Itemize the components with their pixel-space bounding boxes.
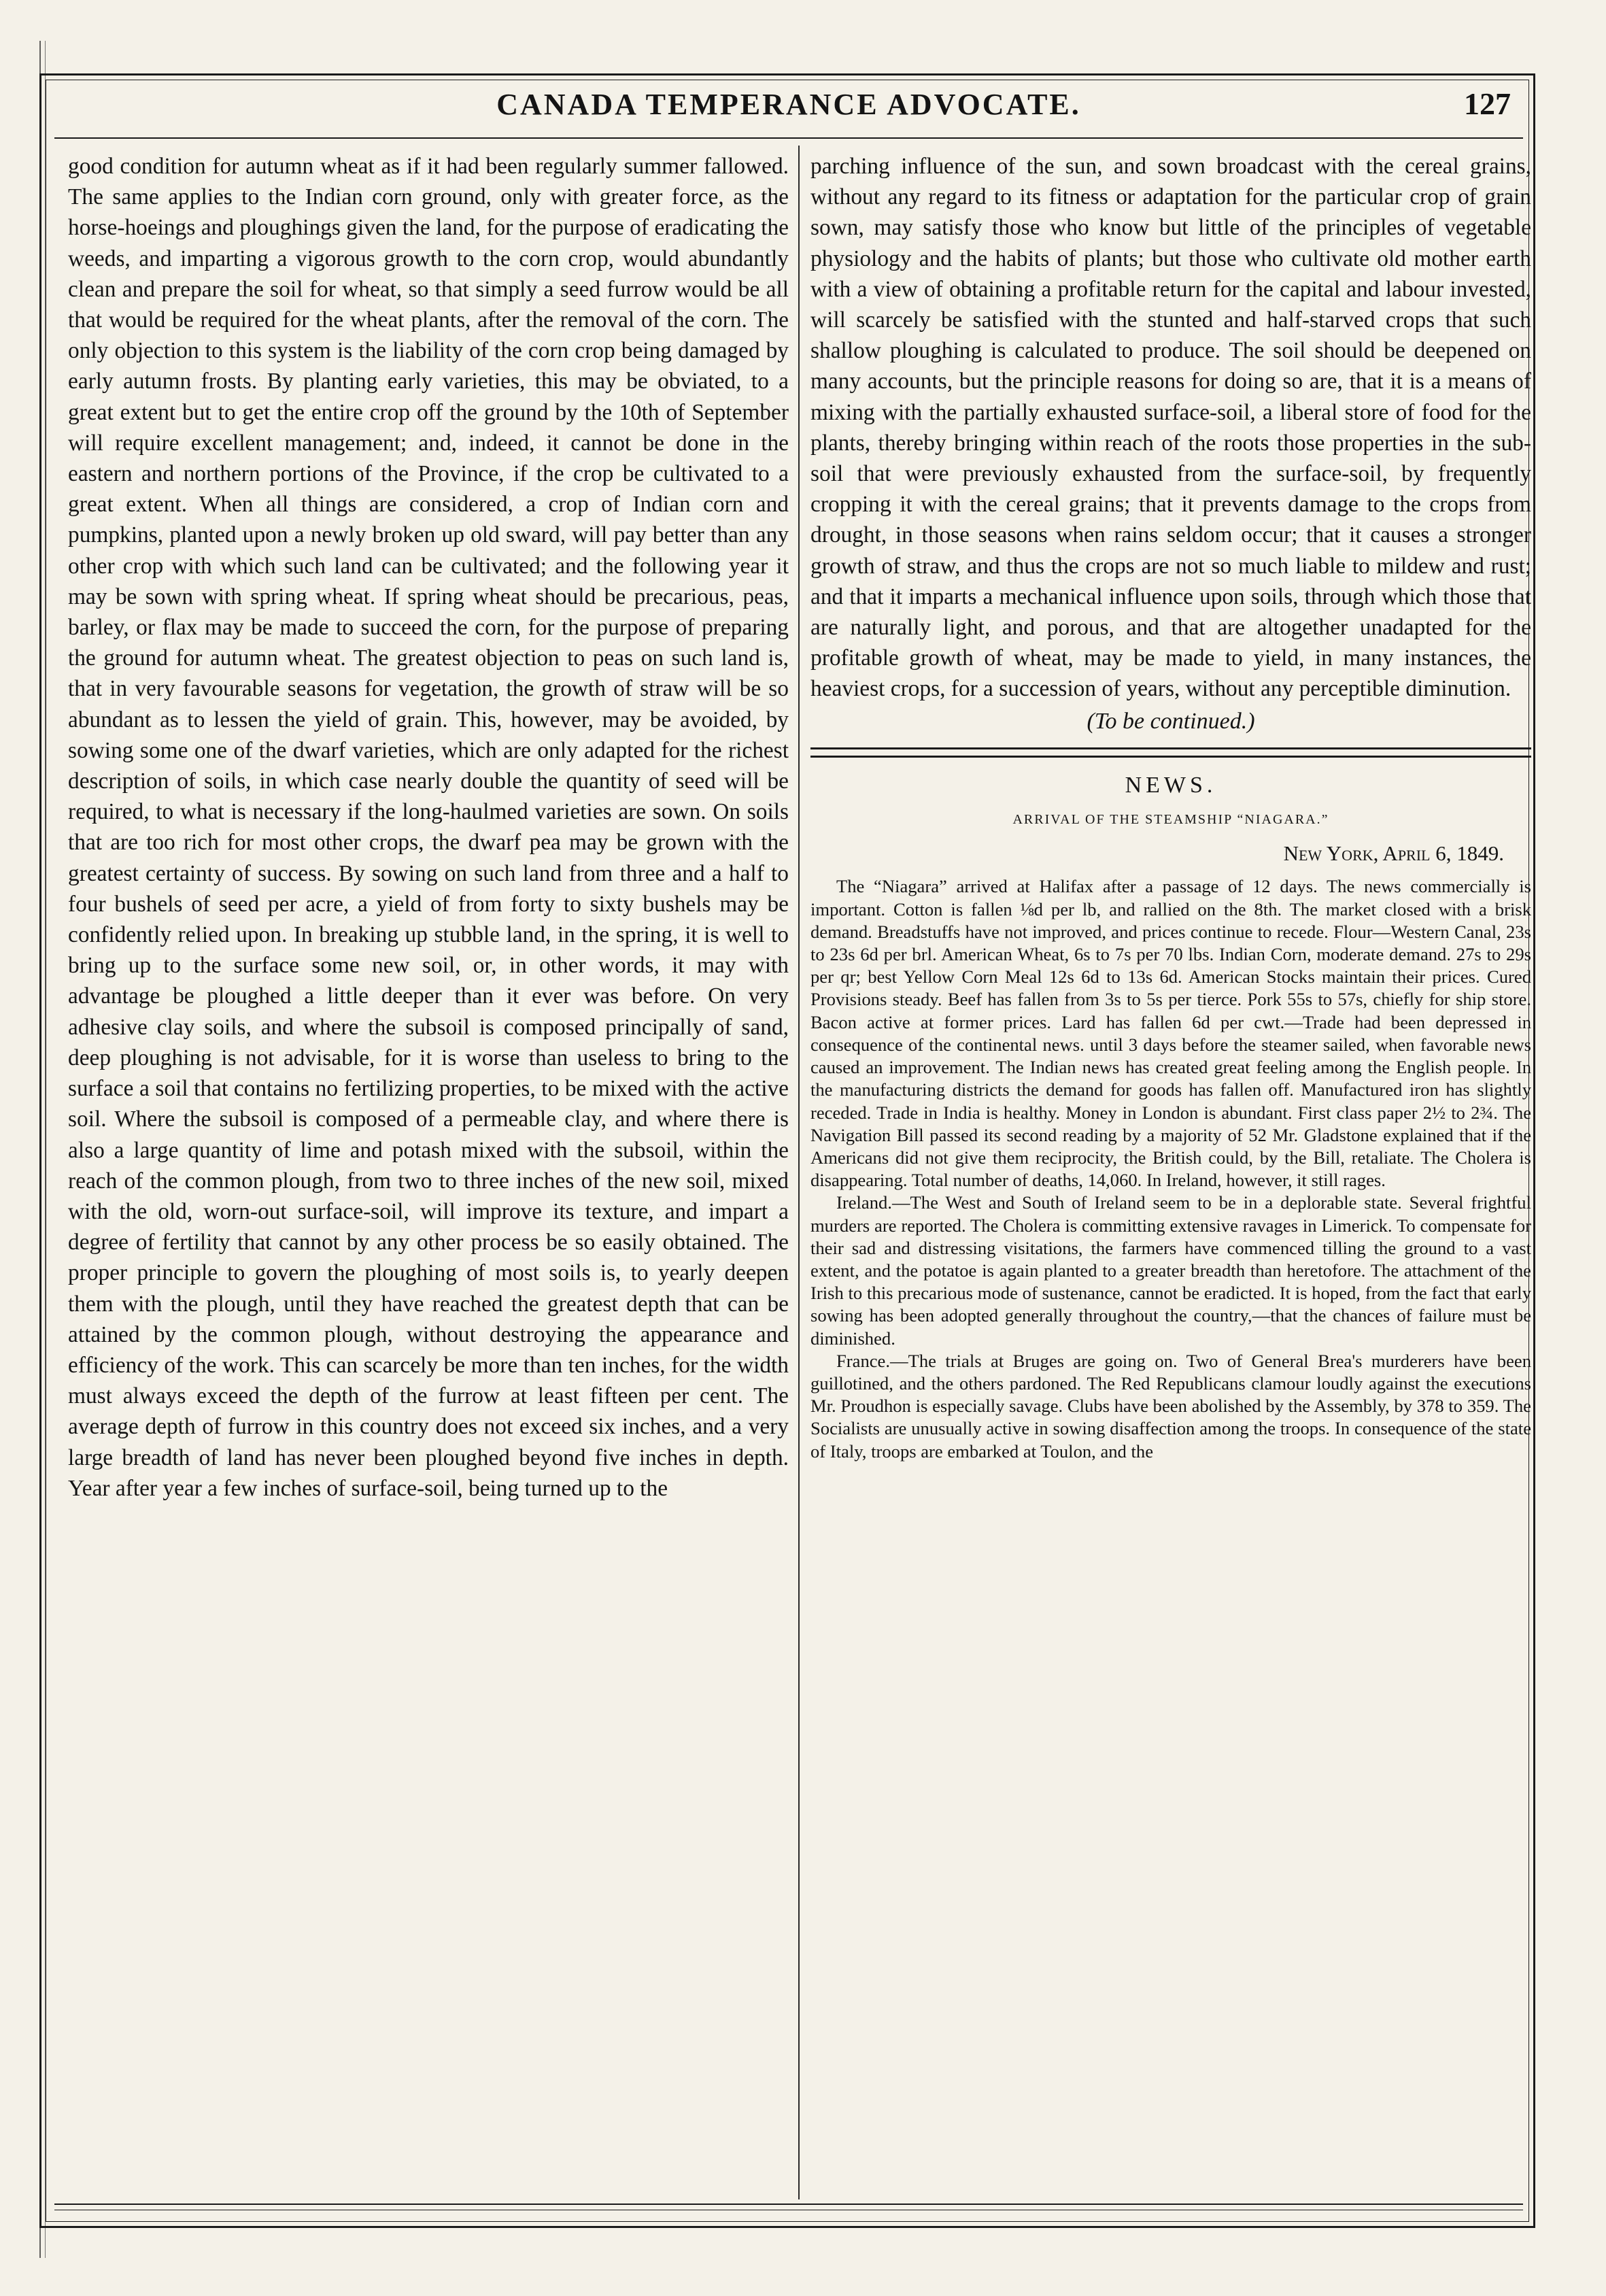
news-paragraph-france: France.—The trials at Bruges are going on. Two of General Brea's murderers have been guillotined, and the others pardoned. The Red Republicans clamour loudly against the executions Mr. Proudhon is especially savage. Clubs have been abolished by the Assembly, by 378 to 359. The Socialists are unusually active in sowing disaffection among the troops. In consequence of the state of Italy, troops are embarked at Toulon, and the [810, 1350, 1531, 1462]
news-body [810, 875, 1531, 1462]
right-column [810, 151, 1531, 1463]
article-continuation: parching influence of the sun, and sown broadcast with the cereal grains, without any regard to its fitness or adaptation for the particular crop of grain sown, may satisfy those who know but little of the principles of vegetable physiology and the habits of plants; but those who cultivate old mother earth with a view of obtaining a profitable return for the capital and labour invested, will scarcely be satisfied with the stunted and half-starved crops that such shallow ploughing is calculated to produce. The soil should be deepened on many accounts, but the principle reasons for doing so are, that it is a means of mixing with the partially exhausted surface-soil, a liberal store of food for the plants, thereby bringing within reach of the roots those properties in the sub-soil that were previously exhausted from the surface-soil, by frequently cropping it with the cereal grains; that it prevents damage to the crops from drought, in those seasons when rains seldom occur; that it causes a stronger growth of straw, and thus the crops are not so much liable to mildew and rust; and that it imparts a mechanical influence upon soils, through which those that are naturally light, and porous, and that are altogether unadapted for the profitable growth of wheat, may be made to yield, in many instances, the heaviest crops, for a succession of years, without any perceptible diminution. [810, 154, 1531, 702]
to-be-continued-note: (To be continued.) [1087, 708, 1255, 734]
news-paragraph: The “Niagara” arrived at Halifax after a passage of 12 days. The news commercially is important. Cotton is fallen ⅛d per lb, and rallied on the 8th. The market closed with a brisk demand. Breadstuffs have not improved, and prices continue to recede. Flour—Western Canal, 23s to 23s 6d per brl. American Wheat, 6s to 7s per 70 lbs. Indian Corn, moderate demand. 27s to 29s per qr; best Yellow Corn Meal 12s 6d to 13s 6d. American Stocks maintain their prices. Cured Provisions steady. Beef has fallen from 3s to 5s per tierce. Pork 55s to 57s, chiefly for ship store. Bacon active at former prices. Lard has fallen 6d per cwt.—Trade had been depressed in consequence of the continental news. until 3 days before the steamer sailed, when favorable news caused an improvement. The Indian news has created great feeling among the English people. In the manufacturing districts the demand for goods has fallen off. Manufactured iron has slightly receded. Trade in India is healthy. Money in London is abundant. First class paper 2½ to 2¾. The Navigation Bill passed its second reading by a majority of 52 Mr. Gladstone explained that if the Americans did not give them reciprocity, the British could, by the Bill, retaliate. The Cholera is disappearing. Total number of deaths, 14,060. In Ireland, however, it still rages. [810, 876, 1531, 1191]
news-subheading: ARRIVAL OF THE STEAMSHIP “NIAGARA.” [1012, 812, 1329, 828]
news-paragraph-ireland: Ireland.—The West and South of Ireland seem to be in a deplorable state. Several frightful murders are reported. The Cholera is committing extensive ravages in Limerick. To compensate for their sad and distressing visitations, the farmers have commenced tilling the ground to a vast extent, and the potatoe is again planted to a greater breadth than heretofore. The attachment of the Irish to this precarious mode of sustenance, cannot be eradicted. It is hoped, from the fact that early sowing has been adopted generally throughout the country,—that the chances of failure must be diminished. [810, 1192, 1531, 1349]
left-column [68, 151, 789, 1504]
section-rule [810, 747, 1531, 758]
page-number: 127 [1464, 86, 1511, 121]
column-divider [798, 146, 800, 2199]
footer-rule [54, 2204, 1523, 2210]
article-paragraph: good condition for autumn wheat as if it had been regularly summer fallowed. The same applies to the Indian corn ground, only with greater force, as the horse-hoeings and ploughings given the land, for the purpose of eradicating the weeds, and imparting a vigorous growth to the corn crop, would abundantly clean and prepare the soil for wheat, so that simply a seed furrow would be all that would be required for the wheat plants, after the removal of the corn. The only objection to this system is the liability of the corn crop being damaged by early autumn frosts. By planting early varieties, this may be obviated, to a great extent but to get the entire crop off the ground by the 10th of September will require excellent management; and, indeed, it cannot be done in the eastern and northern portions of the Province, if the crop be cultivated to a great extent. When all things are considered, a crop of Indian corn and pumpkins, planted upon a newly broken up old sward, will pay better than any other crop with which such land can be cultivated; and the following year it may be sown with spring wheat. If spring wheat should be precarious, peas, barley, or flax may be made to succeed the corn, for the purpose of preparing the ground for autumn wheat. The greatest objection to peas on such land is, that in very favourable seasons for vegetation, the growth of straw will be so abundant as to lessen the yield of grain. This, however, may be avoided, by sowing some one of the dwarf varieties, which are only adapted for the richest description of soils, in which case nearly double the quantity of seed will be required, to what is necessary if the long-haulmed varieties are sown. On soils that are too rich for most other crops, the dwarf pea may be grown with the greatest certainty of success. By sowing on such land from three and a half to four bushels of seed per acre, a yield of from forty to sixty bushels may be confidently relied upon. In breaking up stubble land, in the spring, it is well to bring up to the surface some new soil, or, in other words, it may with advantage be ploughed a little deeper than it ever was before. On very adhesive clay soils, and where the subsoil is composed principally of sand, deep ploughing is not advisable, for it is worse than useless to bring to the surface a soil that contains no fertilizing properties, to be mixed with the active soil. Where the subsoil is composed of a permeable clay, and where there is also a large quantity of lime and potash mixed with the subsoil, within the reach of the common plough, from two to three inches of the new soil, mixed with the old, worn-out surface-soil, will improve its texture, and impart a degree of fertility that cannot by any other process be so easily obtained. The proper principle to govern the ploughing of most soils is, to yearly deepen them with the plough, until they have reached the greatest depth that can be attained by the common plough, without destroying the appearance and efficiency of the work. This can scarcely be more than ten inches, for the width must always exceed the depth of the furrow at least fifteen per cent. The average depth of furrow in this country does not exceed six inches, and a very large breadth of land has never been ploughed beyond five inches in depth. Year after year a few inches of surface-soil, being turned up to the [68, 154, 789, 1501]
news-heading: NEWS. [1125, 772, 1217, 798]
running-head: CANADA TEMPERANCE ADVOCATE. [496, 88, 1081, 121]
page-header [54, 82, 1523, 139]
news-dateline: New York, April 6, 1849. [1283, 841, 1504, 866]
